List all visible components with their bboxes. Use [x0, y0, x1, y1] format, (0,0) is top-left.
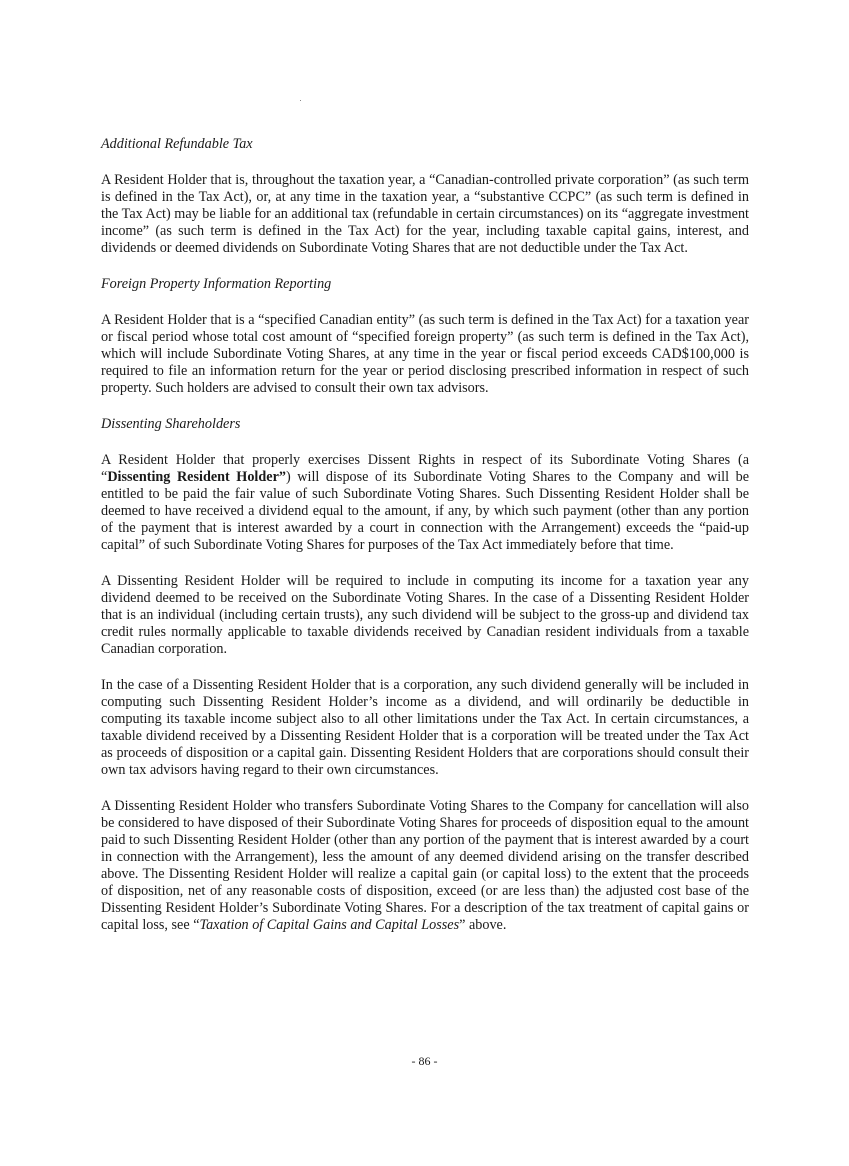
defined-term-dissenting-resident-holder: Dissenting Resident Holder”: [107, 469, 286, 485]
paragraph-dissenting-4: [101, 798, 749, 934]
paragraph-dissenting-1-start: A Resident Holder that properly exercises Dissent Rights in respect of its Subordinate Voting Shares (a “: [101, 452, 749, 485]
cross-reference-capital-gains: Taxation of Capital Gains and Capital Losses: [199, 917, 460, 933]
page-content: [101, 136, 749, 934]
paragraph-dissenting-4-start: A Dissenting Resident Holder who transfers Subordinate Voting Shares to the Company for cancellation will also be considered to have disposed of their Subordinate Voting Shares for proceeds of disposition equal to the amount paid to such Dissenting Resident Holder (other than any portion of the payment that is interest awarded by a court in connection with the Arrangement), less the amount of any deemed dividend arising on the transfer described above. The Dissenting Resident Holder will realize a capital gain (or capital loss) to the extent that the proceeds of disposition, net of any reasonable costs of disposition, exceed (or are less than) the adjusted cost base of the Dissenting Resident Holder’s Subordinate Voting Shares. For a description of the tax treatment of capital gains or capital loss, see “: [101, 798, 749, 933]
paragraph-dissenting-2: A Dissenting Resident Holder will be required to include in computing its income for a taxation year any dividend deemed to be received on the Subordinate Voting Shares. In the case of a Dissenting Resident Holder that is an individual (including certain trusts), any such dividend will be subject to the gross-up and dividend tax credit rules normally applicable to taxable dividends received by Canadian resident individuals from a taxable Canadian corporation.: [101, 573, 749, 657]
scan-speck: [300, 100, 301, 101]
page-number: - 86 -: [411, 1054, 438, 1068]
paragraph-dissenting-1-rest: ) will dispose of its Subordinate Voting Shares to the Company and will be entitled to be paid the fair value of such Subordinate Voting Shares. Such Dissenting Resident Holder shall be deemed to have received a dividend equal to the amount, if any, by which such payment (other than any portion of the payment that is interest awarded by a court in connection with the Arrangement) exceeds the “paid-up capital” of such Subordinate Voting Shares for purposes of the Tax Act immediately before that time.: [101, 469, 750, 553]
paragraph-dissenting-4-end: ” above.: [459, 917, 507, 933]
heading-foreign-property: Foreign Property Information Reporting: [101, 276, 332, 292]
heading-additional-refundable-tax: Additional Refundable Tax: [101, 136, 253, 152]
paragraph-additional-refundable-tax: A Resident Holder that is, throughout the taxation year, a “Canadian-controlled private corporation” (as such term is defined in the Tax Act), or, at any time in the taxation year, a “substantive CCPC” (as such term is defined in the Tax Act) may be liable for an additional tax (refundable in certain circumstances) on its “aggregate investment income” (as such term is defined in the Tax Act) for the year, including taxable capital gains, interest, and dividends or deemed dividends on Subordinate Voting Shares that are not deductible under the Tax Act.: [101, 172, 749, 256]
paragraph-dissenting-3: In the case of a Dissenting Resident Holder that is a corporation, any such dividend generally will be included in computing such Dissenting Resident Holder’s income as a dividend, and will ordinarily be deductible in computing its taxable income subject also to all other limitations under the Tax Act. In certain circumstances, a taxable dividend received by a Dissenting Resident Holder that is a corporation will be treated under the Tax Act as proceeds of disposition or a capital gain. Dissenting Resident Holders that are corporations should consult their own tax advisors having regard to their own circumstances.: [101, 677, 749, 778]
paragraph-dissenting-1: [101, 452, 749, 554]
heading-dissenting-shareholders: Dissenting Shareholders: [101, 416, 241, 432]
paragraph-foreign-property: A Resident Holder that is a “specified Canadian entity” (as such term is defined in the Tax Act) for a taxation year or fiscal period whose total cost amount of “specified foreign property” (as such term is defined in the Tax Act), which will include Subordinate Voting Shares, at any time in the year or fiscal period exceeds CAD$100,000 is required to file an information return for the year or period disclosing prescribed information in respect of such property. Such holders are advised to consult their own tax advisors.: [101, 312, 749, 396]
